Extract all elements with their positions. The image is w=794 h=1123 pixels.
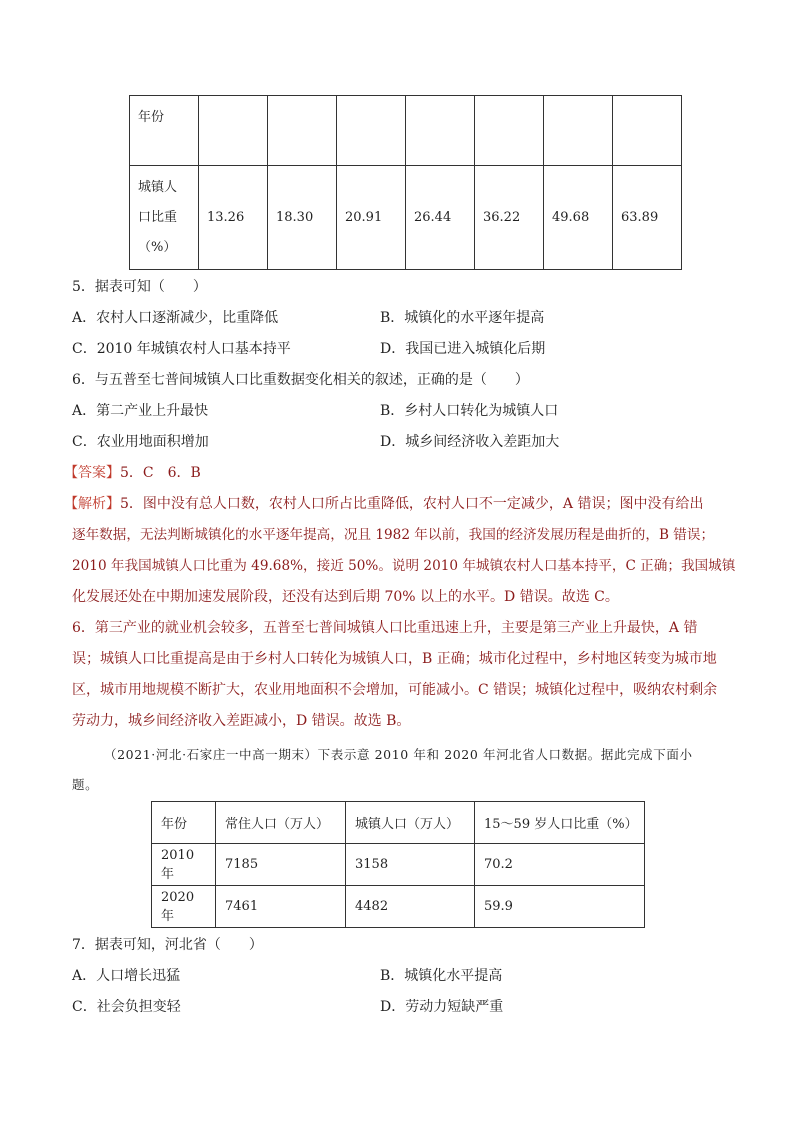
- material-intro: （2021·河北·石家庄一中高一期末）下表示意 2010 年和 2020 年河北省人口数据。据此完成下面小: [104, 747, 693, 762]
- year-cell: [406, 96, 475, 166]
- header-cell: 15～59 岁人口比重（%）: [475, 802, 645, 844]
- working-age-ratio-cell: 59.9: [475, 886, 645, 928]
- working-age-ratio-cell: 70.2: [475, 844, 645, 886]
- answer-text: 5．C 6．B: [120, 465, 201, 481]
- year-cell: [199, 96, 268, 166]
- header-cell: 城镇人口（万人）: [346, 802, 475, 844]
- header-line: 口比重: [138, 209, 178, 225]
- question-6-stem: 6．与五普至七普间城镇人口比重数据变化相关的叙述，正确的是（ ）: [72, 372, 529, 388]
- question-7-option-b: B．城镇化水平提高: [380, 968, 503, 984]
- question-6-option-d: D．城乡间经济收入差距加大: [380, 434, 560, 450]
- urban-ratio-cell: 13.26: [199, 166, 268, 270]
- analysis-line: 劳动力，城乡间经济收入差距减小，D 错误。故选 B。: [72, 713, 411, 729]
- urban-ratio-cell: 63.89: [613, 166, 682, 270]
- question-5-option-b: B．城镇化的水平逐年提高: [380, 310, 545, 326]
- analysis-line: 逐年数据，无法判断城镇化的水平逐年提高，况且 1982 年以前，我国的经济发展历程是曲折的，B 错误；: [72, 527, 715, 543]
- answer-tag: 【答案】: [64, 465, 120, 481]
- year-cell: 2010 年: [152, 844, 216, 886]
- header-line: （%）: [138, 239, 177, 255]
- question-6-option-c: C．农业用地面积增加: [72, 434, 209, 450]
- question-7-option-d: D．劳动力短缺严重: [380, 999, 504, 1015]
- question-7-stem: 7．据表可知，河北省（ ）: [72, 937, 263, 953]
- analysis-text: 5．图中没有总人口数，农村人口所占比重降低，农村人口不一定减少，A 错误；图中没有给出: [120, 496, 704, 512]
- year-header-cell: 年份: [130, 96, 199, 166]
- year-cell: [268, 96, 337, 166]
- question-5-option-c: C．2010 年城镇农村人口基本持平: [72, 341, 291, 357]
- year-cell: [613, 96, 682, 166]
- urban-population-cell: 3158: [346, 844, 475, 886]
- question-5-option-a: A．农村人口逐渐减少，比重降低: [72, 310, 279, 326]
- urban-ratio-cell: 20.91: [337, 166, 406, 270]
- urban-ratio-cell: 49.68: [544, 166, 613, 270]
- material-intro-continued: 题。: [72, 777, 99, 792]
- answer-line: [64, 463, 201, 483]
- question-6-option-a: A．第二产业上升最快: [72, 403, 209, 419]
- analysis-line: 化发展还处在中期加速发展阶段，还没有达到后期 70% 以上的水平。D 错误。故选 C。: [72, 589, 619, 605]
- analysis-line: 区，城市用地规模不断扩大，农业用地面积不会增加，可能减小。C 错误；城镇化过程中，吸纳农村剩余: [72, 682, 718, 698]
- urban-population-cell: 4482: [346, 886, 475, 928]
- year-cell: 2020 年: [152, 886, 216, 928]
- analysis-line: 误；城镇人口比重提高是由于乡村人口转化为城镇人口，B 正确；城市化过程中，乡村地区转变为城市地: [72, 651, 717, 667]
- question-5-option-d: D．我国已进入城镇化后期: [380, 341, 546, 357]
- header-cell: 常住人口（万人）: [216, 802, 346, 844]
- year-cell: [337, 96, 406, 166]
- analysis-line: [64, 494, 703, 514]
- year-cell: [475, 96, 544, 166]
- resident-population-cell: 7461: [216, 886, 346, 928]
- analysis-tag: 【解析】: [64, 496, 120, 512]
- urban-population-table: [129, 95, 682, 270]
- analysis-line: 6．第三产业的就业机会较多，五普至七普间城镇人口比重迅速上升，主要是第三产业上升最快，A 错: [72, 620, 698, 636]
- table-row: [152, 844, 645, 886]
- urban-ratio-cell: 18.30: [268, 166, 337, 270]
- question-7-option-c: C．社会负担变轻: [72, 999, 181, 1015]
- question-6-option-b: B．乡村人口转化为城镇人口: [380, 403, 559, 419]
- urban-ratio-cell: 26.44: [406, 166, 475, 270]
- urban-ratio-cell: 36.22: [475, 166, 544, 270]
- header-line: 城镇人: [138, 179, 178, 195]
- analysis-line: 2010 年我国城镇人口比重为 49.68%，接近 50%。说明 2010 年城镇农村人口基本持平，C 正确；我国城镇: [72, 558, 736, 574]
- resident-population-cell: 7185: [216, 844, 346, 886]
- question-5-stem: 5．据表可知（ ）: [72, 279, 207, 295]
- hebei-population-table: [151, 801, 645, 928]
- urban-ratio-header-cell: [130, 166, 199, 270]
- question-7-option-a: A．人口增长迅猛: [72, 968, 181, 984]
- header-cell: 年份: [152, 802, 216, 844]
- year-cell: [544, 96, 613, 166]
- table-row: [152, 886, 645, 928]
